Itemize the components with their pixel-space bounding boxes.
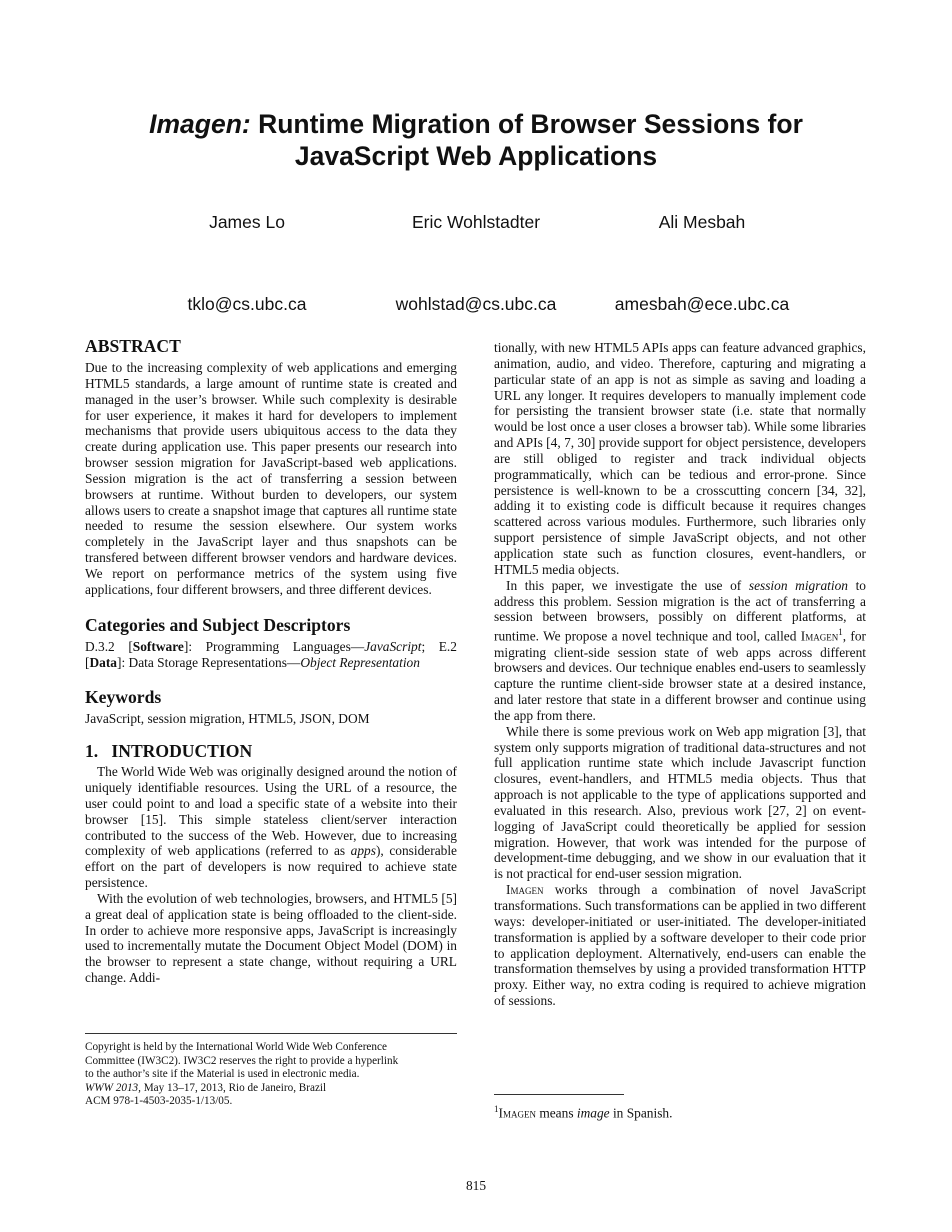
title-system-name: Imagen: <box>149 109 251 139</box>
copyright-notice: Copyright is held by the International World Wide Web Conference Committee (IW3C2). IW3C2 reserves the right to provide a hyperlink to the author’s site if the Material is used in electronic media. WWW 2013, May 13–17, 2013, Rio de Janeiro, Brazil ACM 978-1-4503-2035-1/13/05. <box>85 1041 399 1107</box>
abstract-heading: ABSTRACT <box>85 336 181 356</box>
introduction-heading: 1. INTRODUCTION <box>85 741 253 762</box>
paper-title <box>60 108 892 172</box>
abstract-text: Due to the increasing complexity of web applications and emerging HTML5 standards, a large amount of runtime state is created and managed in the user’s browser. While such complexity is desirable for user experience, it makes it hard for developers to implement mechanisms that provide users ubiquitous access to the data they create during application use. This paper presents our research into browser session migration for JavaScript-based web applications. Session migration is the act of transferring a session between browsers at runtime. Without burden to developers, our system allows users to create a snapshot image that captures all runtime state needed to resume the session elsewhere. Our system works completely in the JavaScript layer and thus snapshots can be transfered between different browser vendors and hardware devices. We report on performance metrics of the system using five applications, four different browsers, and three different devices. <box>85 360 457 597</box>
copyright-rule <box>85 1033 457 1034</box>
page-number: 815 <box>465 1178 487 1193</box>
keywords-text: JavaScript, session migration, HTML5, JSON, DOM <box>85 711 370 727</box>
right-paragraph-3: While there is some previous work on Web app migration [3], that system only supports migration of traditional data-structures and not full application runtime state which include Javascript function closures, event-handlers, and HTML5 media objects. Thus that approach is not applicable to the type of applications supported and evaluated in this research. Also, previous work [27, 2] on event-logging of JavaScript could theoretically be applied for session migration. However, that work was intended for the purpose of development-time debugging, and we show in our evaluation that it is not practical for end-user session migration. <box>494 723 866 882</box>
categories-text: D.3.2 [Software]: Programming Languages—JavaScript; E.2 [Data]: Data Storage Representations—Object Representation <box>85 638 457 670</box>
author-email-3: amesbah@ece.ubc.ca <box>614 294 790 314</box>
author-name-1: James Lo <box>209 212 285 232</box>
right-paragraph-2: In this paper, we investigate the use of session migration to address this problem. Session migration is the act of transferring a session between browsers, possibly on different platforms, at runtime. We propose a novel technique and tool, called Imagen$^1$, for migrating client-side session state of web apps across different browsers and devices. Our technique enables end-users to seamlessly capture the runtime client-side browser state at a desired instance, and later restore that state in a different browser and continue using the app from there. <box>494 577 867 723</box>
author-email-2: wohlstad@cs.ubc.ca <box>395 294 557 314</box>
keywords-heading: Keywords <box>85 687 162 708</box>
right-paragraph-4: Imagen works through a combination of novel JavaScript transformations. Such transformations can be applied in two different ways: developer-initiated or user-initiated. The developer-initiated transformation is applied by a software developer to their code prior to application deployment. Alternatively, end-users can enable the transformation themselves by using a provided transformation HTTP proxy. Either way, no extra coding is required to achieve migration of sessions. <box>494 882 866 1009</box>
footnote-rule <box>494 1094 624 1095</box>
right-paragraph-1: tionally, with new HTML5 APIs apps can feature advanced graphics, animation, audio, and video. Therefore, capturing and migrating a particular state of an app is not as simple as saving and loading a URL any longer. It requires developers to manually implement code for persisting the transient browser state (i.e. state that normally would be lost once a user closes a browser tab). While some libraries and APIs [4, 7, 30] provide support for object persistence, developers are still obliged to register and track individual objects programmatically, which can be tedious and error-prone. Since persistence is well-known to be a crosscutting concern [34, 32], adding it to existing code is difficult because it requires changes scattered across various modules. Furthermore, such libraries only support persistence of simple JavaScript objects, and not other application state such as function closures, event-handlers, or HTML5 media objects. <box>494 340 866 577</box>
right-column <box>494 340 866 1009</box>
intro-paragraph-2: With the evolution of web technologies, browsers, and HTML5 [5] a great deal of application state is being offloaded to the client-side. In order to achieve more responsive apps, JavaScript is increasingly used to incrementally mutate the Document Object Model (DOM) in the browser to represent a state change, without requiring a URL change. Addi- <box>85 890 457 986</box>
author-email-1: tklo@cs.ubc.ca <box>187 294 307 314</box>
footnote: $^1$Imagen means image in Spanish. <box>494 1104 673 1121</box>
author-name-2: Eric Wohlstadter <box>411 212 541 232</box>
author-name-3: Ali Mesbah <box>658 212 746 232</box>
title-line1: Runtime Migration of Browser Sessions for <box>258 109 803 139</box>
left-column <box>85 336 457 986</box>
intro-paragraph-1: The World Wide Web was originally designed around the notion of uniquely identifiable resources. Using the URL of a resource, the user could point to and load a specific state of a website into their browser [15]. This simple stateless client/server interaction contributed to the success of the Web. However, due to increasing complexity of web applications (referred to as apps), considerable effort on the part of developers is now required to achieve state persistence. <box>85 764 457 891</box>
title-line2: JavaScript Web Applications <box>294 141 658 171</box>
categories-heading: Categories and Subject Descriptors <box>85 614 351 635</box>
